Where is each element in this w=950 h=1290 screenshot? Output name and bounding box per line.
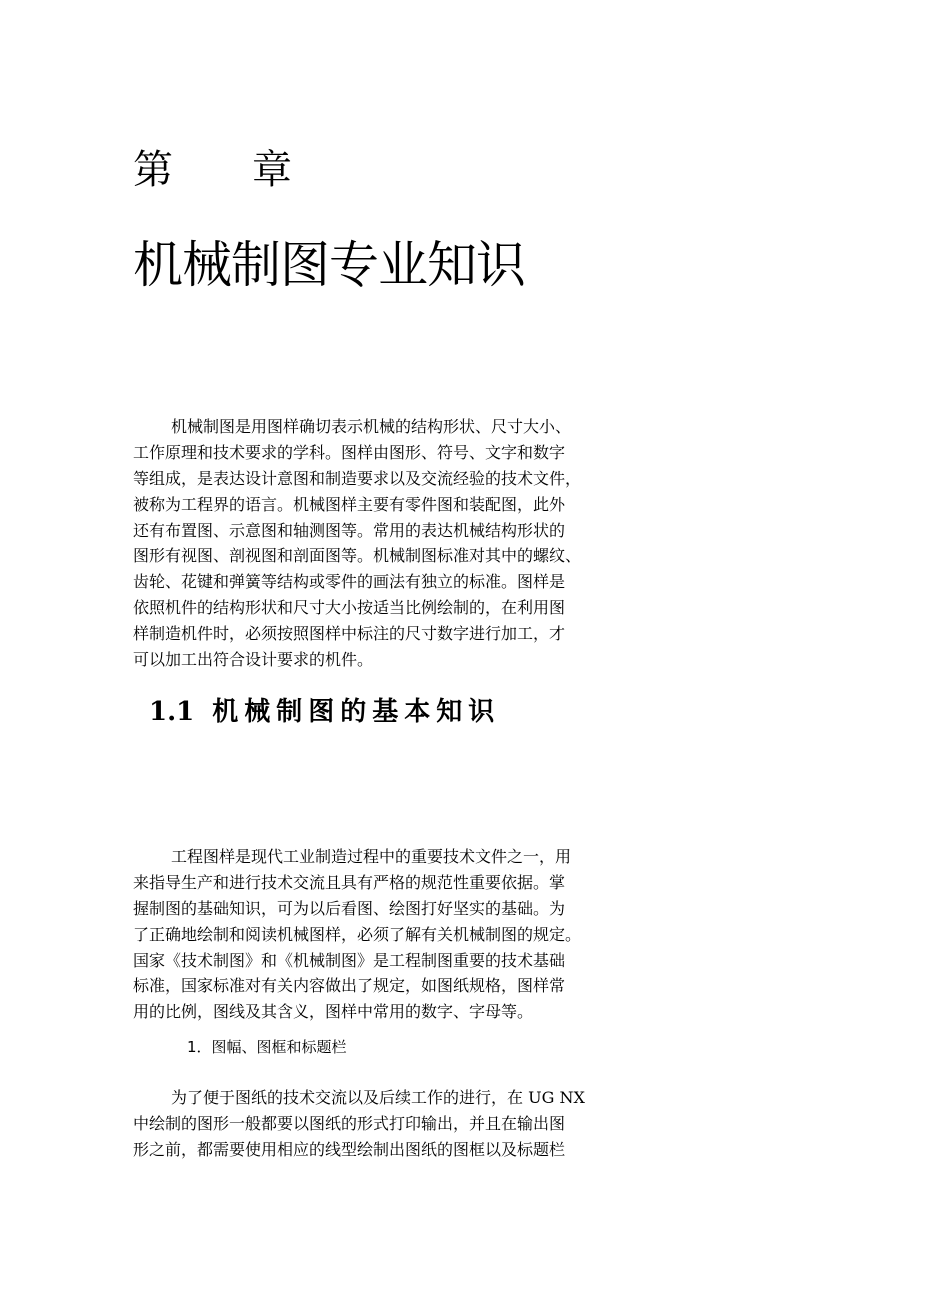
section-number: 1.1 — [149, 697, 195, 727]
paragraph-line: 图形有视图、剖视图和剖面图等。机械制图标准对其中的螺纹、 — [133, 546, 582, 566]
subsection-paragraph — [133, 1085, 638, 1163]
chapter-label-right: 章 — [252, 147, 292, 193]
section-heading — [149, 695, 500, 729]
paragraph-line: 还有布置图、示意图和轴测图等。常用的表达机械结构形状的 — [133, 520, 566, 540]
paragraph-line: 形之前，都需要使用相应的线型绘制出图纸的图框以及标题栏 — [133, 1139, 566, 1159]
paragraph-line: 用的比例，图线及其含义，图样中常用的数字、字母等。 — [133, 1002, 534, 1022]
intro-paragraph — [133, 414, 638, 673]
paragraph-line: 握制图的基础知识，可为以后看图、绘图打好坚实的基础。为 — [133, 898, 566, 918]
paragraph-line: 齿轮、花键和弹簧等结构或零件的画法有独立的标准。图样是 — [133, 572, 566, 592]
paragraph-line: 为了便于图纸的技术交流以及后续工作的进行，在 UG NX — [171, 1088, 585, 1107]
paragraph-line: 标准，国家标准对有关内容做出了规定，如图纸规格，图样常 — [133, 976, 566, 996]
paragraph-line: 可以加工出符合设计要求的机件。 — [133, 650, 374, 670]
chapter-title: 机械制图专业知识 — [133, 236, 525, 294]
paragraph-line: 中绘制的图形一般都要以图纸的形式打印输出，并且在输出图 — [133, 1113, 566, 1133]
section-paragraph — [133, 844, 638, 1025]
paragraph-line: 来指导生产和进行技术交流且具有严格的规范性重要依据。掌 — [133, 872, 566, 892]
paragraph-line: 机械制图是用图样确切表示机械的结构形状、尺寸大小、 — [171, 417, 572, 436]
chapter-label — [133, 144, 292, 196]
paragraph-line: 等组成，是表达设计意图和制造要求以及交流经验的技术文件， — [133, 468, 582, 488]
paragraph-line: 依照机件的结构形状和尺寸大小按适当比例绘制的，在利用图 — [133, 598, 566, 618]
paragraph-line: 样制造机件时，必须按照图样中标注的尺寸数字进行加工，才 — [133, 624, 566, 644]
paragraph-line: 工程图样是现代工业制造过程中的重要技术文件之一，用 — [171, 847, 572, 866]
subsection-heading: 1．图幅、图框和标题栏 — [187, 1038, 347, 1056]
chapter-label-left: 第 — [133, 147, 173, 193]
paragraph-line: 工作原理和技术要求的学科。图样由图形、符号、文字和数字 — [133, 442, 566, 462]
section-title: 机械制图的基本知识 — [212, 697, 501, 727]
paragraph-line: 被称为工程界的语言。机械图样主要有零件图和装配图，此外 — [133, 494, 566, 514]
paragraph-line: 国家《技术制图》和《机械制图》是工程制图重要的技术基础 — [133, 950, 566, 970]
paragraph-line: 了正确地绘制和阅读机械图样，必须了解有关机械制图的规定。 — [133, 924, 582, 944]
